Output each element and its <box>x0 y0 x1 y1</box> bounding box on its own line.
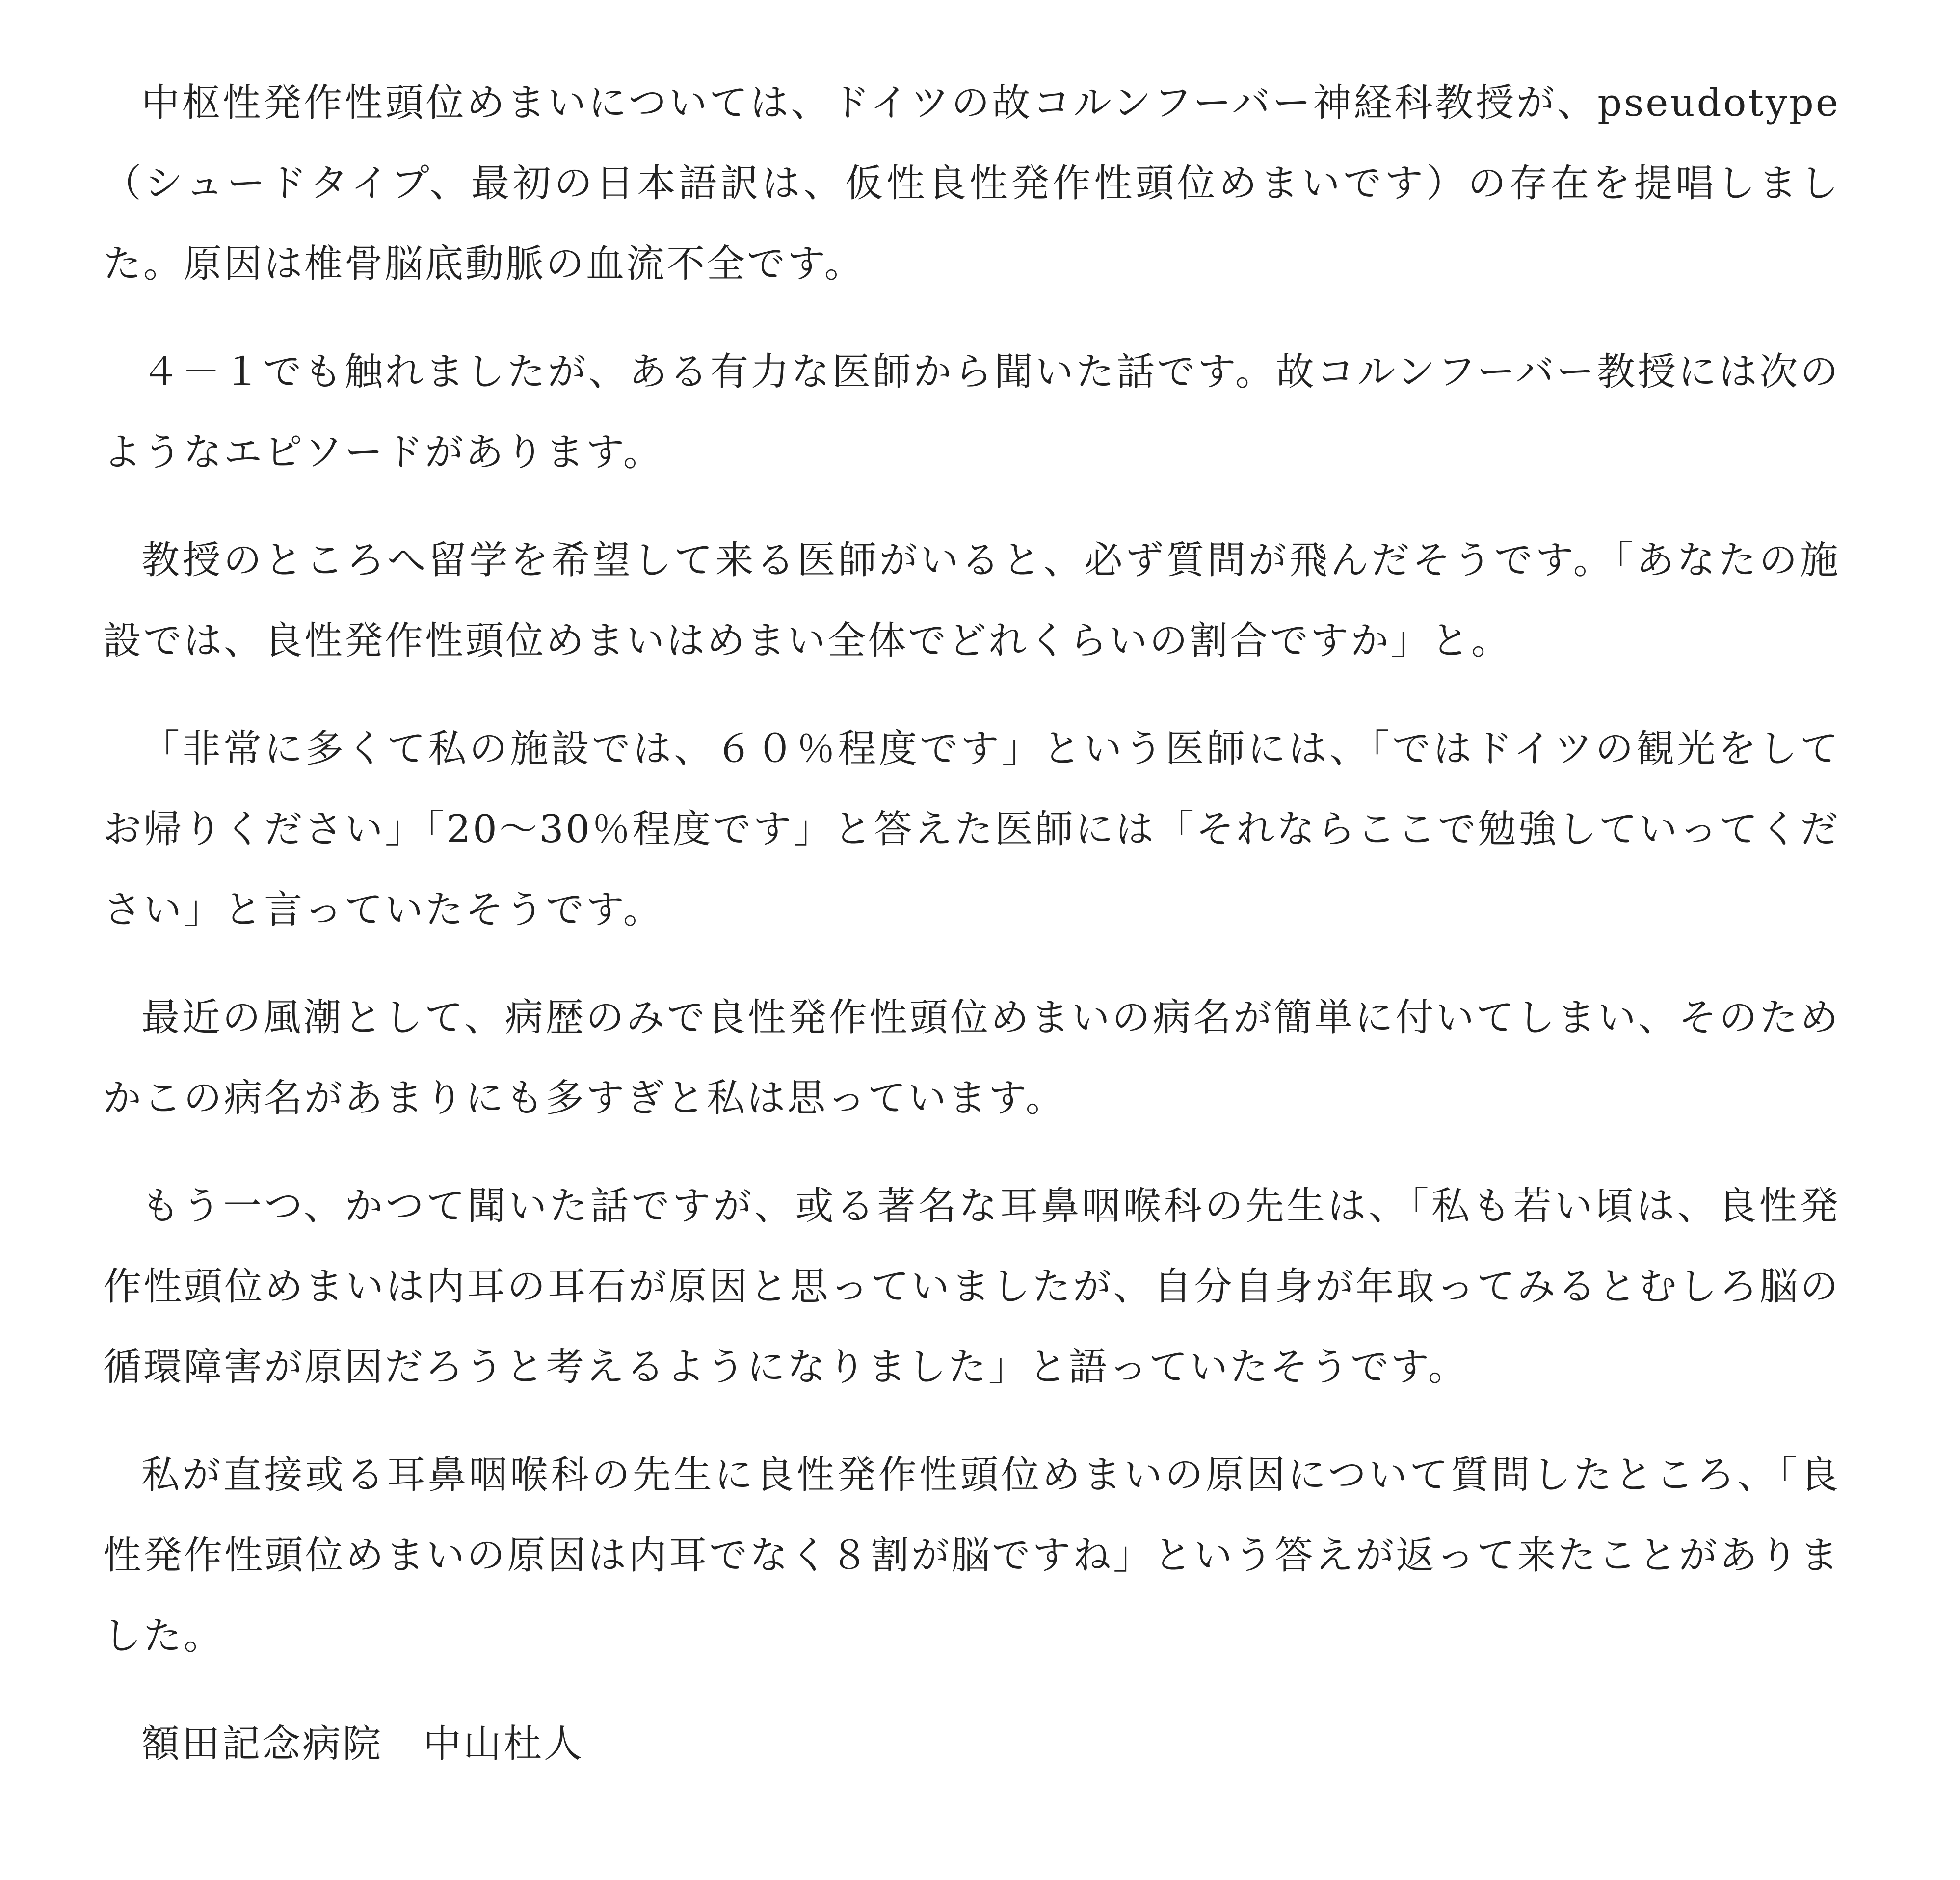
paragraph-4: 「非常に多くて私の施設では、６０％程度です」という医師には、「ではドイツの観光をしてお帰りください」「20～30％程度です」と答えた医師には「それならここで勉強していってください」と言っていたそうです。 <box>103 727 1840 932</box>
paragraph-3: 教授のところへ留学を希望して来る医師がいると、必ず質問が飛んだそうです。「あなたの施設では、良性発作性頭位めまいはめまい全体でどれくらいの割合ですか」と。 <box>103 538 1840 663</box>
paragraph-2: ４－１でも触れましたが、ある有力な医師から聞いた話です。故コルンフーバー教授には次のようなエピソードがあります。 <box>103 350 1840 475</box>
paragraph-5: 最近の風潮として、病歴のみで良性発作性頭位めまいの病名が簡単に付いてしまい、そのためかこの病名があまりにも多すぎと私は思っています。 <box>103 996 1840 1120</box>
paragraph-7: 私が直接或る耳鼻咽喉科の先生に良性発作性頭位めまいの原因について質問したところ、「良性発作性頭位めまいの原因は内耳でなく８割が脳ですね」という答えが返って来たことがありました。 <box>103 1453 1840 1658</box>
paragraph-1: 中枢性発作性頭位めまいについては、ドイツの故コルンフーバー神経科教授が、pseudotype（シュードタイプ、最初の日本語訳は、仮性良性発作性頭位めまいです）の存在を提唱しました。原因は椎骨脳底動脈の血流不全です。 <box>103 81 1840 286</box>
author-signature: 額田記念病院 中山杜人 <box>141 1722 584 1766</box>
paragraph-6: もう一つ、かつて聞いた話ですが、或る著名な耳鼻咽喉科の先生は、「私も若い頃は、良性発作性頭位めまいは内耳の耳石が原因と思っていましたが、自分自身が年取ってみるとむしろ脳の循環障害が原因だろうと考えるようになりました」と語っていたそうです。 <box>103 1184 1840 1389</box>
document-body <box>103 63 1840 1784</box>
